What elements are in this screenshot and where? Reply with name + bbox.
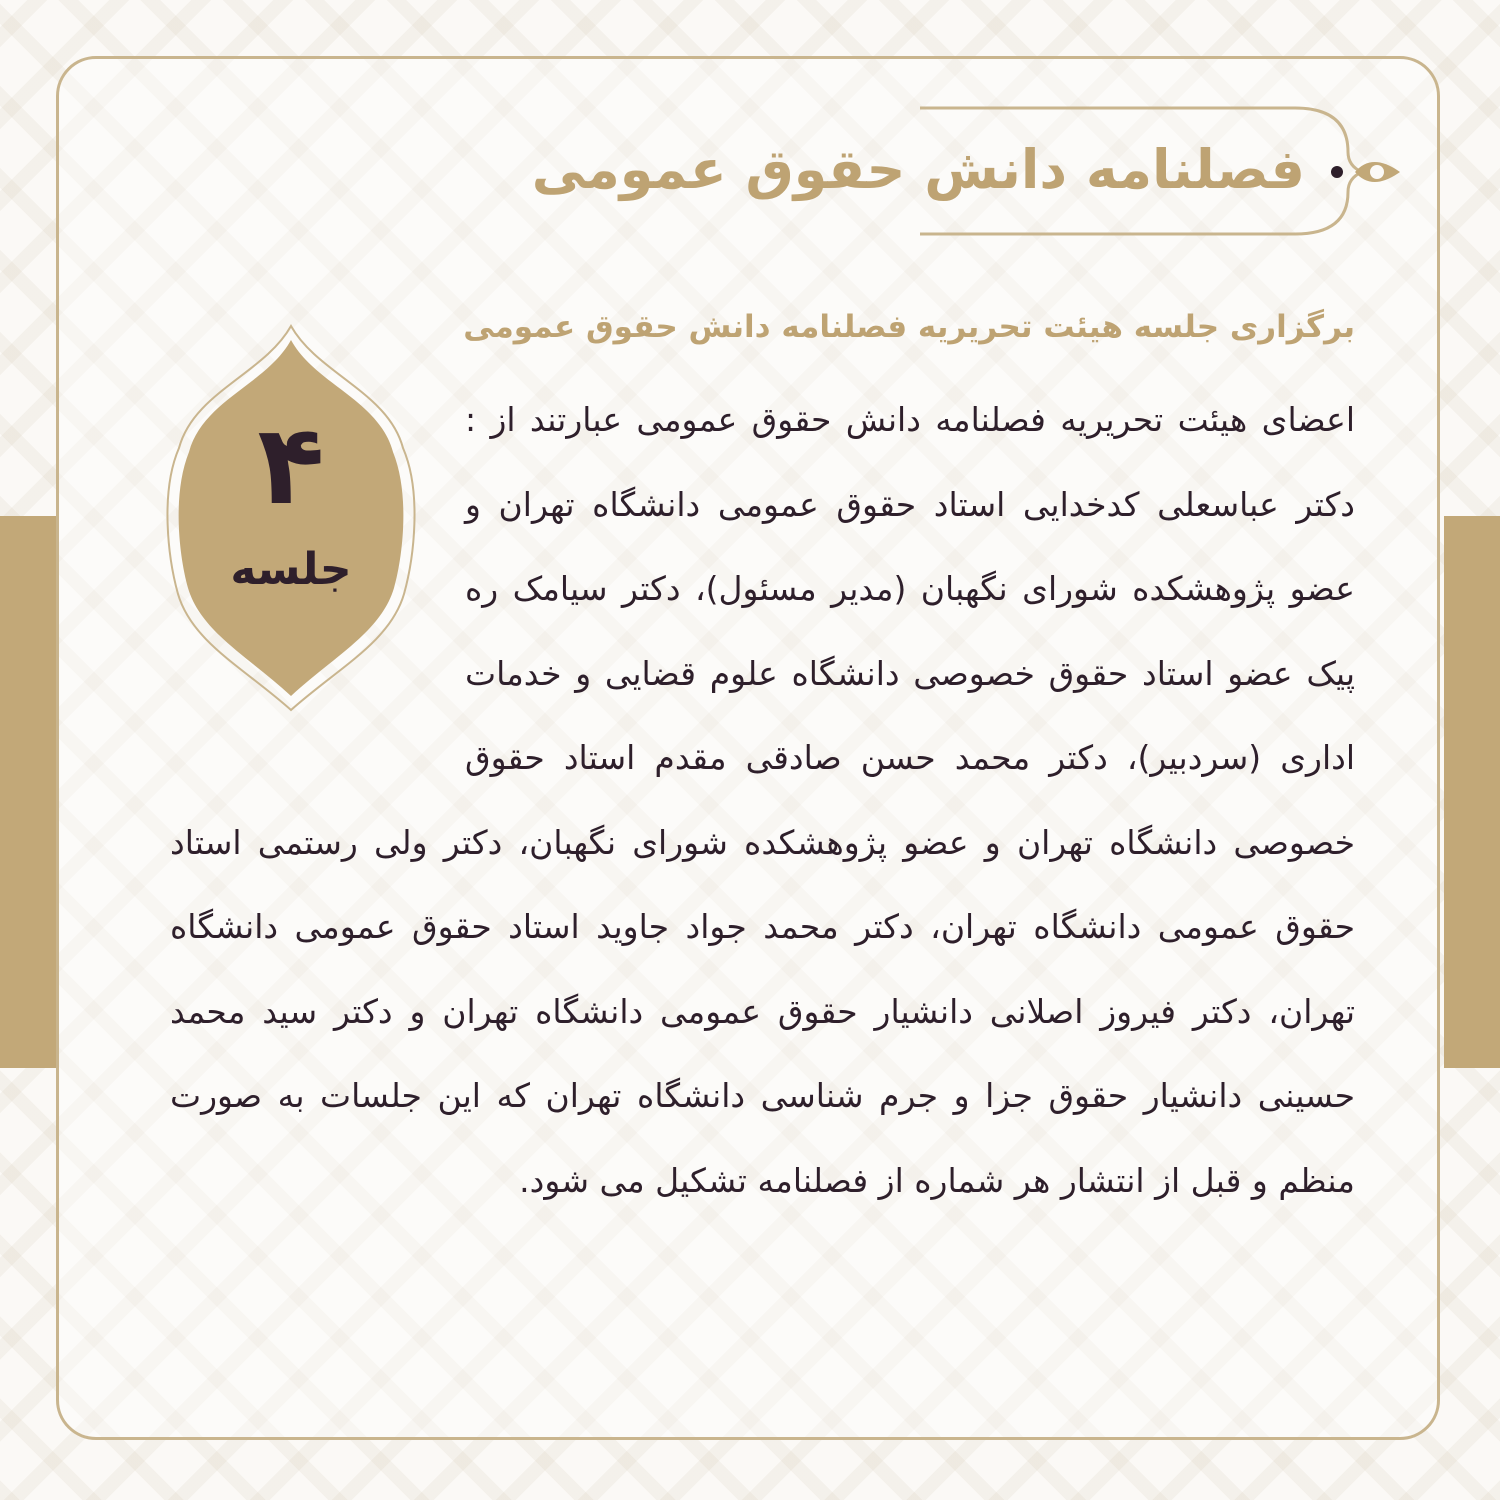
- page-title: فصلنامه دانش حقوق عمومی: [531, 138, 1305, 201]
- session-label: جلسه: [230, 544, 352, 595]
- left-side-band: [0, 516, 56, 1068]
- right-side-band: [1444, 516, 1500, 1068]
- badge-spacer: [170, 378, 465, 798]
- subtitle: برگزاری جلسه هیئت تحریریه فصلنامه دانش حقوق عمومی: [463, 309, 1355, 345]
- session-count: ۴: [257, 401, 325, 529]
- body-text: اعضای هیئت تحریریه فصلنامه دانش حقوق عمومی عبارتند از : دکتر عباسعلی کدخدایی استاد حقوق عمومی دانشگاه تهران و عضو پژوهشکده شورای نگهبان (مدیر مسئول)، دکتر سیامک ره پیک عضو استاد حقوق خصوصی دانشگاه علوم قضایی و خدمات اداری (سردبیر)، دکتر محمد حسن صادقی مقدم استاد حقوق خصوصی دانشگاه تهران و عضو پژوهشکده شورای نگهبان، دکتر ولی رستمی استاد حقوق عمومی دانشگاه تهران، دکتر محمد جواد جاوید استاد حقوق عمومی دانشگاه تهران، دکتر فیروز اصلانی دانشیار حقوق عمومی دانشگاه تهران و دکتر سید محمد حسینی دانشیار حقوق جزا و جرم شناسی دانشگاه تهران که این جلسات به صورت منظم و قبل از انتشار هر شماره از فصلنامه تشکیل می شود.: [170, 400, 1355, 1200]
- body-paragraph: [170, 378, 1355, 1223]
